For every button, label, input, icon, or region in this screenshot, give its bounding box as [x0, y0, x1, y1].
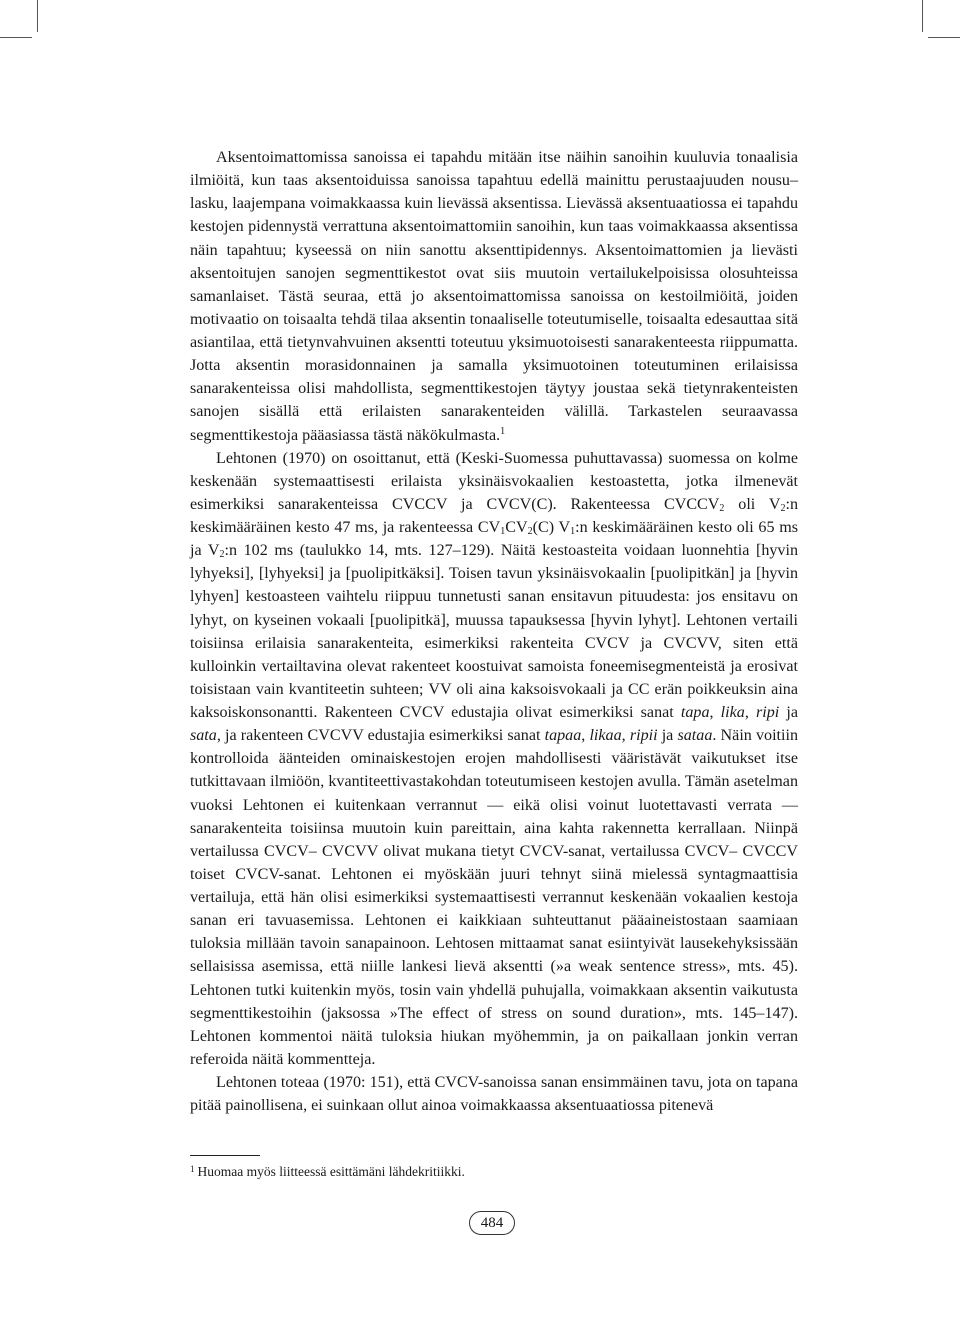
crop-mark-top-left-horizontal	[0, 37, 32, 38]
text-run: :n keskimääräinen kesto 47 ms, ja rakenteessa CV	[190, 495, 798, 536]
text-run: :n keskimääräinen kesto oli 65 ms ja V	[190, 519, 798, 560]
paragraph	[190, 447, 798, 1071]
body-text	[190, 146, 798, 1117]
text-run: oli V	[724, 495, 781, 513]
footnote	[190, 1161, 798, 1180]
subscript: 2	[780, 502, 786, 514]
footnote-marker: 1	[190, 1164, 195, 1174]
italic-word: likaa	[589, 727, 622, 745]
subscript: 1	[570, 526, 576, 537]
crop-mark-top-left	[37, 0, 38, 32]
text-run: Lehtonen (1970) on osoittanut, että (Keski-Suomessa puhuttavassa) suomessa on kolme keskenään systemaattisesti erilaista yksinäisvokaalien kestoastetta, jotka ilmenevät esimerkiksi sanarakenteissa CVCCV ja CVCV(C). Rakenteessa CVCCV	[190, 449, 798, 513]
text-run: ,	[581, 727, 590, 745]
subscript: 2	[527, 526, 533, 537]
footnote-separator	[190, 1155, 260, 1156]
text-run: (C) V	[532, 519, 571, 536]
text-run: . Näin voitiin kontrolloida äänteiden ominaiskestojen erojen mahdollisesti vääristävät vaikutukset itse tutkittavaan ilmiöön, kvantiteettivastakohdan toteutumiseen kestojen avulla. Tämän asetelman vuoksi Lehtonen ei kuitenkaan verrannut — eikä olisi voinut luotettavasti verrata — sanarakenteita toisiinsa muutoin kuin pareittain, aina kahta rakennetta kerrallaan. Niinpä vertailussa CVCV– CVCVV olivat mukana tietyt CVCV-sanat, vertailussa CVCV– CVCCV toiset CVCV-sanat. Lehtonen ei myöskään juuri tehnyt siinä mielessä syntagmaattisia vertailuja, että hän olisi esimerkiksi systemaattisesti verrannut keskenään vokaalien kestoja sanan eri tavuasemissa. Lehtonen ei kaikkiaan suhteuttanut pääaineistostaan saamiaan tuloksia millään tavoin sanapainoon. Lehtosen mittaamat sanat esiintyivät lausekehyksissään sellaisissa asemissa, että niille lankesi lievä aksentti (»a weak sentence stress», mts. 45). Lehtonen tutki kuitenkin myös, tosin vain yhdellä puhujalla, voimakkaan aksentin vaikutusta segmenttikestoihin (jaksossa »The effect of stress on sound duration», mts. 145–147). Lehtonen kommentoi näitä tuloksia hiukan myöhemmin, ja on paikallaan jonkin verran referoida näitä kommentteja.	[190, 727, 799, 1068]
crop-mark-top-right-horizontal	[928, 37, 960, 38]
subscript: 2	[719, 502, 725, 514]
paragraph	[190, 1071, 798, 1117]
italic-word: sataa	[677, 727, 713, 745]
subscript: 1	[500, 526, 506, 537]
italic-word: lika	[720, 704, 745, 721]
italic-word: ripi	[755, 704, 780, 721]
text-run: ja	[779, 704, 799, 721]
text-run: ja	[657, 727, 678, 745]
italic-word: ripii	[629, 727, 658, 745]
text-run: :n 102 ms (taulukko 14, mts. 127–129). Näitä kestoasteita voidaan luonnehtia [hyvin lyhyeksi], [lyhyeksi] ja [puolipitkäksi]. Toisen tavun yksinäisvokaalin [puolipitkän] ja [hyvin lyhyen] kestoasteen vaihtelu riippuu tunnetusti sanan ensitavun pituudesta: jos ensitavu on lyhyt, on kyseinen vokaali [puolipitkä], muussa tapauksessa [hyvin lyhyt]. Lehtonen vertaili toisiinsa erilaisia sanarakenteita, esimerkiksi rakenteita CVCV ja CVCVV, siten että kulloinkin vertailtavina olevat rakenteet koostuivat samoista foneemisegmenteistä ja erosivat toisistaan vain kvantiteetin suhteen; VV oli aina kaksoisvokaali ja CC erän poikkeuksin aina kaksoiskonsonantti. Rakenteen CVCV edustajia olivat esimerkiksi sanat	[190, 542, 798, 721]
paragraph	[190, 146, 798, 447]
text-run: Lehtonen toteaa (1970: 151), että CVCV-sanoissa sanan ensimmäinen tavu, jota on tapana pitää painollisena, ei suinkaan ollut ainoa voimakkaassa aksentuaatiossa pitenevä	[190, 1074, 798, 1115]
italic-word: sata	[190, 727, 217, 745]
text-run: CV	[505, 519, 528, 536]
footnote-text: Huomaa myös liitteessä esittämäni lähdekritiikki.	[197, 1164, 465, 1179]
text-run: ,	[709, 704, 721, 721]
subscript: 2	[219, 549, 225, 561]
italic-word: tapa	[680, 704, 710, 721]
text-run: , ja rakenteen CVCVV edustajia esimerkiksi sanat	[216, 727, 545, 745]
footnote-reference: 1	[500, 425, 506, 437]
text-run: ,	[621, 727, 630, 745]
page-number: 484	[469, 1211, 515, 1235]
italic-word: tapaa	[544, 727, 582, 745]
crop-mark-top-right	[922, 0, 923, 32]
text-run: ,	[744, 704, 756, 721]
text-run: Aksentoimattomissa sanoissa ei tapahdu mitään itse näihin sanoihin kuuluvia tonaalisia ilmiöitä, kun taas aksentoiduissa sanoissa tapahtuu edellä mainittu perustaajuuden nousu–lasku, laajempana voimakkaassa kuin lievässä aksentissa. Lievässä aksentuaatiossa ei tapahdu kestojen pidennystä verrattuna aksentoimattomiin sanoihin, kun taas voimakkaassa aksentissa näin tapahtuu; kyseessä on niin sanottu aksenttipidennys. Aksentoimattomien ja lievästi aksentoitujen sanojen segmenttikestot ovat siis muutoin vertailukelpoisissa olosuhteissa samanlaiset. Tästä seuraa, että jo aksentoimattomissa sanoissa on kestoilmiöitä, joiden motivaatio on toisaalta tehdä tilaa aksentin tonaaliselle toteutumiselle, toisaalta edesauttaa sitä asiantilaa, että tietynvahvuinen aksentti toteutuu yksimuotoisesti sanarakenteesta riippumatta. Jotta aksentin morasidonnainen ja samalla yksimuotoinen toteutuminen erilaisissa sanarakenteissa olisi mahdollista, segmenttikestojen täytyy joustaa sekä tietynrakenteisten sanojen sisällä että erilaisten sanarakenteiden välillä. Tarkastelen seuraavassa segmenttikestoja pääasiassa tästä näkökulmasta.	[190, 149, 798, 444]
